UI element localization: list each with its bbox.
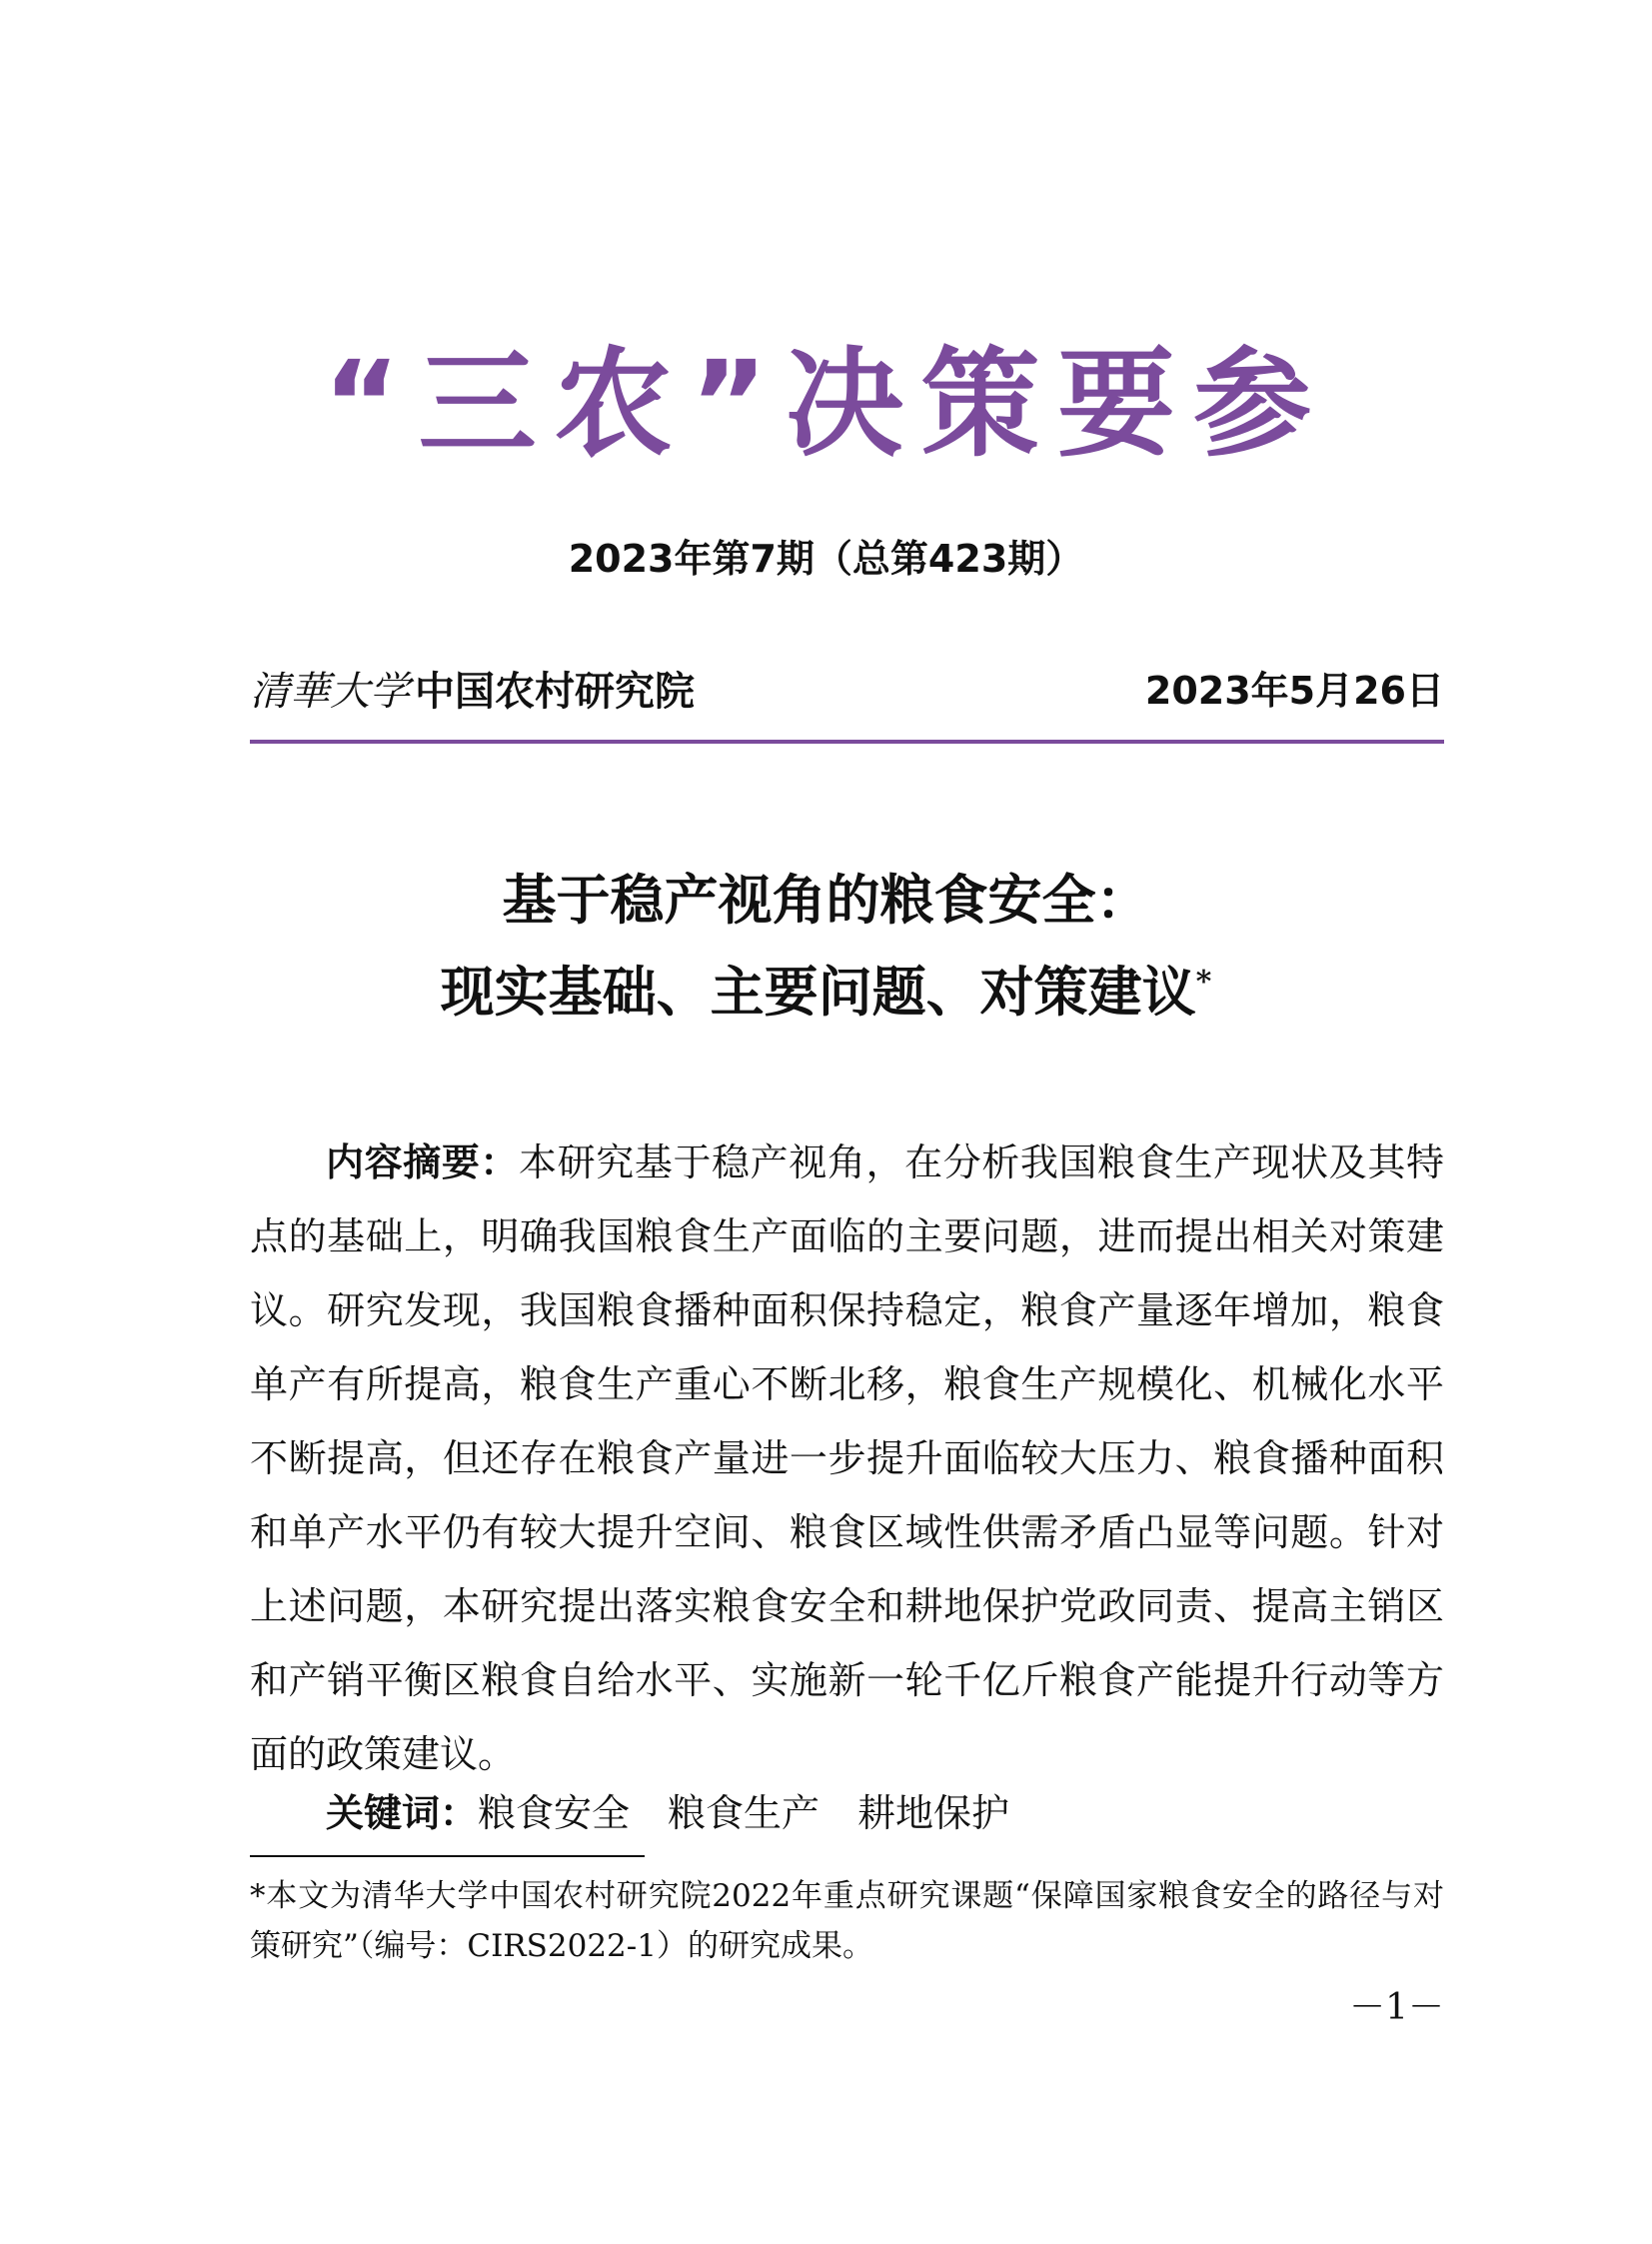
article-title-line1: 基于稳产视角的粮食安全： [502, 868, 1150, 932]
masthead-title: “三农”决策要参 [322, 335, 1330, 473]
article-title-line2-text: 现实基础、主要问题、对策建议 [440, 960, 1196, 1024]
article-title-line2 [0, 950, 1652, 1027]
footnote: *本文为清华大学中国农村研究院2022年重点研究课题“保障国家粮食安全的路径与对策研究”（编号：CIRS2022-1）的研究成果。 [250, 1878, 1444, 1964]
keyword: 耕地保护 [857, 1791, 1010, 1835]
abstract-label: 内容摘要： [326, 1140, 520, 1184]
abstract-text: 本研究基于稳产视角，在分析我国粮食生产现状及其特点的基础上，明确我国粮食生产面临的主要问题，进而提出相关对策建议。研究发现，我国粮食播种面积保持稳定，粮食产量逐年增加，粮食单产有所提高，粮食生产重心不断北移，粮食生产规模化、机械化水平不断提高，但还存在粮食产量进一步提升面临较大压力、粮食播种面积和单产水平仍有较大提升空间、粮食区域性供需矛盾凸显等问题。针对上述问题，本研究提出落实粮食安全和耕地保护党政同责、提高主销区和产销平衡区粮食自给水平、实施新一轮千亿斤粮食产能提升行动等方面的政策建议。 [250, 1140, 1444, 1776]
footnote-divider [250, 1855, 645, 1857]
university-logo-text: 清華大学 [250, 669, 410, 715]
issue-number: 2023年第7期（总第423期） [568, 537, 1084, 581]
institution-row [250, 660, 1444, 720]
publication-date: 2023年5月26日 [1144, 669, 1444, 713]
keyword: 粮食安全 [478, 1791, 631, 1835]
institution-name: 中国农村研究院 [415, 669, 695, 715]
keyword: 粮食生产 [668, 1791, 821, 1835]
header-divider [250, 740, 1444, 744]
keywords [326, 1782, 1047, 1837]
abstract [250, 1125, 1444, 1791]
footnote-marker: * [1195, 965, 1212, 1000]
page-number: －1－ [1349, 1987, 1444, 2028]
keywords-label: 关键词： [326, 1791, 479, 1835]
